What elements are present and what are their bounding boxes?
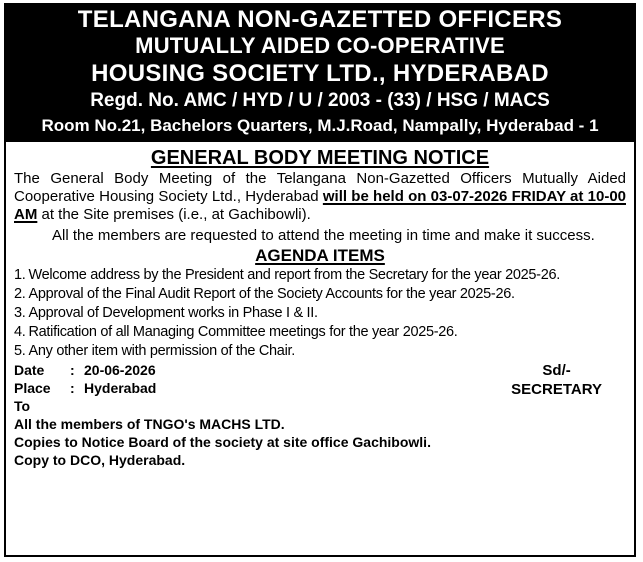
to-label: To [14, 398, 31, 414]
society-name-line2: MUTUALLY AIDED CO-OPERATIVE [135, 33, 505, 58]
date-colon: : [70, 362, 75, 378]
notice-title [14, 147, 626, 169]
society-address: Room No.21, Bachelors Quarters, M.J.Road, Nampally, Hyderabad - 1 [41, 116, 599, 135]
meeting-text-part1: The General Body Meeting of the Telangana Non-Gazetted Officers Mutually Aided Cooperative Housing Society Ltd., Hyderabad [14, 170, 626, 205]
attendance-paragraph: All the members are requested to attend the meeting in time and make it success. [52, 227, 595, 244]
date-label: Date [14, 362, 45, 378]
agenda-list [14, 266, 626, 360]
agenda-item [14, 266, 626, 284]
agenda-item-number: 3. [14, 305, 26, 321]
agenda-item-number: 5. [14, 343, 26, 359]
place-value: Hyderabad [84, 380, 157, 396]
notice-title-text: GENERAL BODY MEETING NOTICE [150, 147, 490, 169]
recipients-line: All the members of TNGO's MACHS LTD. [14, 416, 285, 432]
agenda-item [14, 323, 626, 341]
signatory-title: SECRETARY [511, 381, 602, 398]
agenda-item-text: Welcome address by the President and report from the Secretary for the year 2025-26. [28, 267, 560, 283]
agenda-item-number: 2. [14, 286, 26, 302]
header-banner [6, 5, 634, 142]
agenda-item [14, 342, 626, 360]
signature-block [511, 361, 602, 399]
registration-number: Regd. No. AMC / HYD / U / 2003 - (33) / HSG / MACS [90, 90, 550, 111]
notice-footer [14, 361, 626, 469]
date-value: 20-06-2026 [84, 362, 156, 378]
agenda-item-number: 1. [14, 267, 26, 283]
agenda-item-text: Any other item with permission of the Chair. [28, 343, 295, 359]
place-label: Place [14, 380, 51, 396]
agenda-title [14, 246, 626, 265]
place-colon: : [70, 380, 75, 396]
agenda-item [14, 285, 626, 303]
meeting-paragraph [14, 170, 626, 224]
notice-body [6, 142, 634, 469]
agenda-item-text: Approval of Development works in Phase I & II. [28, 305, 318, 321]
meeting-text-part2: at the Site premises (i.e., at Gachibowli). [37, 206, 311, 223]
agenda-item-text: Ratification of all Managing Committee meetings for the year 2025-26. [28, 324, 458, 340]
society-name-line1: TELANGANA NON-GAZETTED OFFICERS [77, 6, 563, 33]
copy-dco-line: Copy to DCO, Hyderabad. [14, 452, 186, 468]
signature-sd: Sd/- [542, 362, 571, 379]
notice-document [4, 3, 636, 557]
agenda-item-number: 4. [14, 324, 26, 340]
agenda-item-text: Approval of the Final Audit Report of the Society Accounts for the year 2025-26. [28, 286, 515, 302]
agenda-item [14, 304, 626, 322]
copies-line: Copies to Notice Board of the society at site office Gachibowli. [14, 434, 431, 450]
society-name-line3: HOUSING SOCIETY LTD., HYDERABAD [91, 60, 549, 87]
meeting-date-time: will be held on 03-07-2026 FRIDAY at 10-00 AM [14, 188, 626, 223]
agenda-title-text: AGENDA ITEMS [255, 246, 385, 265]
